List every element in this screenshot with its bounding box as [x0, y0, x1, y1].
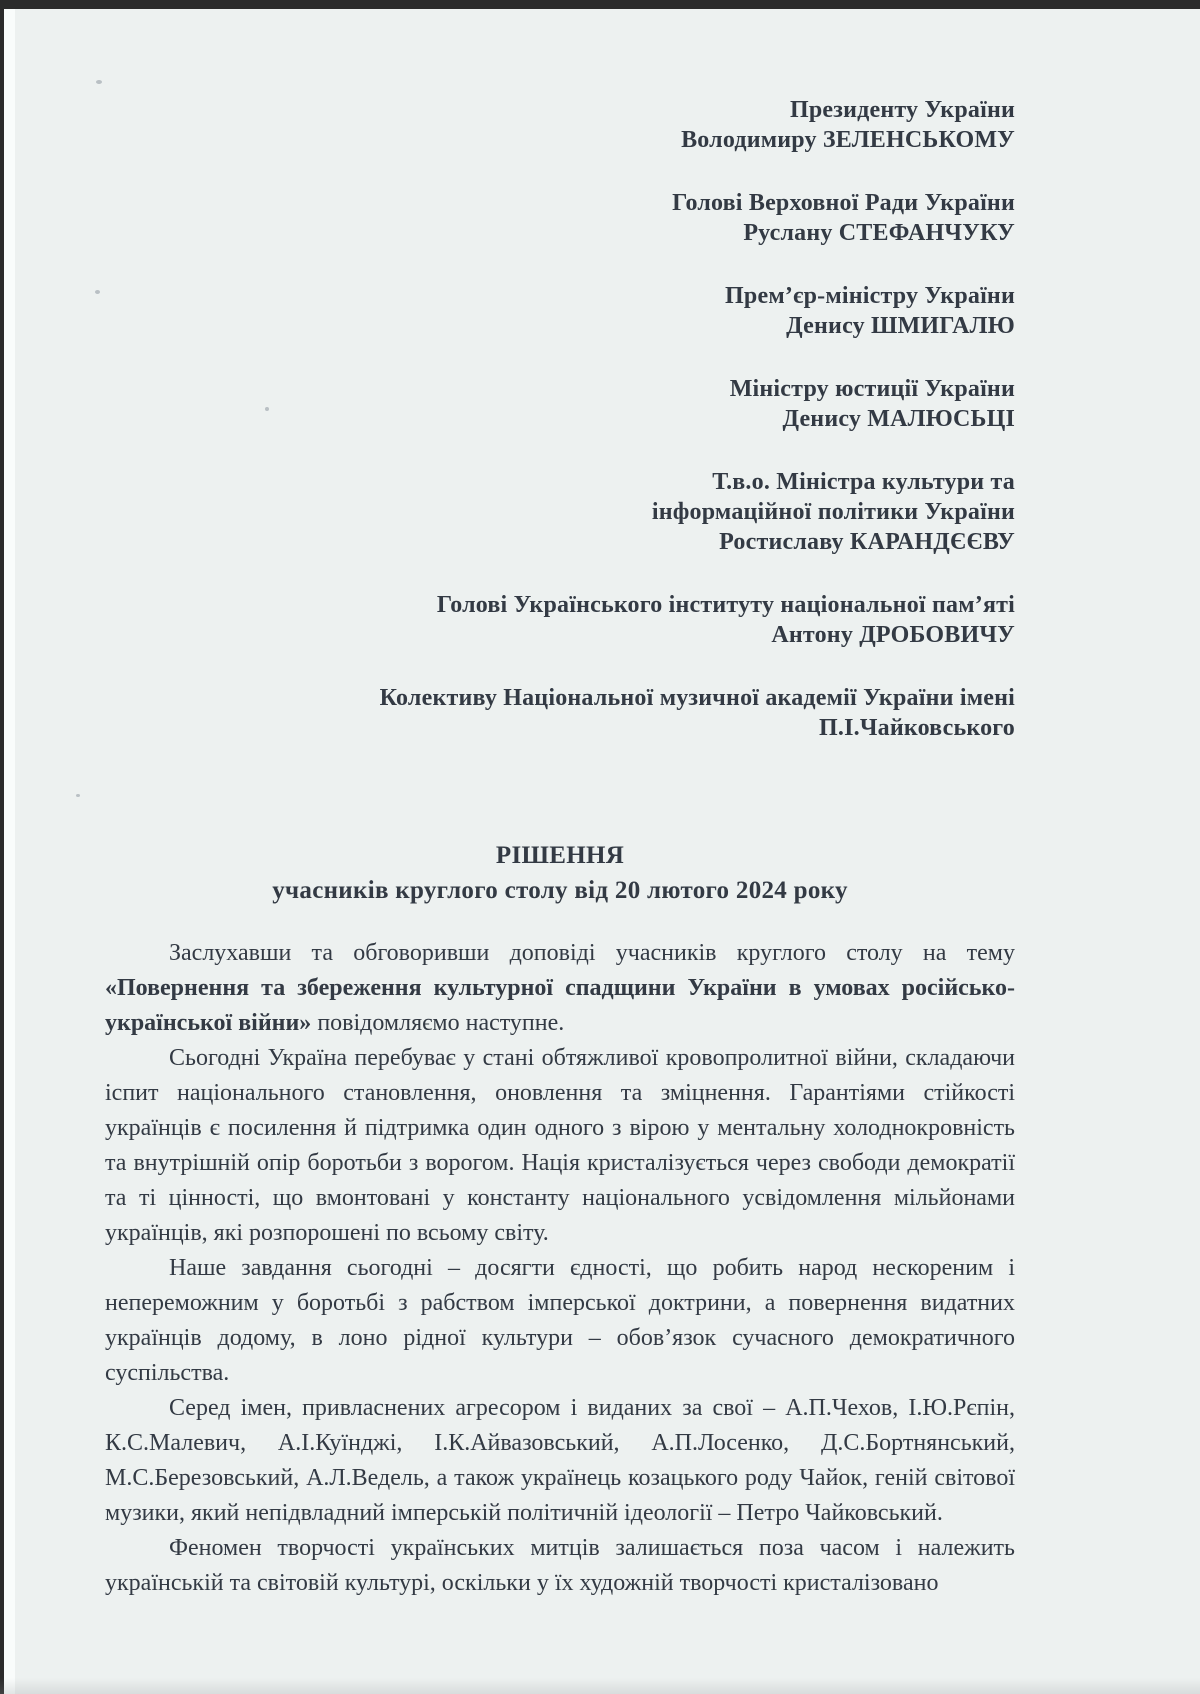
addressee-block-memory-institute: [105, 590, 1015, 650]
addressee-line: П.І.Чайковського: [819, 715, 1015, 741]
decision-heading: [105, 838, 1015, 908]
addressee-block-culture-minister: [105, 467, 1015, 557]
paragraph-intro: [105, 936, 1015, 1041]
addressee-line: Голові Верховної Ради України: [672, 190, 1015, 216]
addressee-block-rada-chair: [105, 188, 1015, 248]
paragraph-appropriated-names: Серед імен, привласнених агресором і виданих за свої – А.П.Чехов, І.Ю.Рєпін, К.С.Малевич, А.І.Куїнджі, І.К.Айвазовський, А.П.Лосенко, Д.С.Бортнянський, М.С.Березовський, А.Л.Ведель, а також українець козацького роду Чайок, геній світової музики, який непідвладний імперській політичній ідеології – Петро Чайковський.: [105, 1395, 1015, 1526]
scan-edge-bottom-shade: [0, 1678, 1200, 1694]
scan-artifact: [76, 794, 80, 797]
addressee-line: Прем’єр-міністру України: [725, 283, 1015, 309]
addressee-line: Голові Українського інституту національної пам’яті: [436, 592, 1015, 618]
document-content: [105, 95, 1015, 1601]
decision-subtitle: учасників круглого столу від 20 лютого 2024 року: [272, 877, 848, 904]
addressee-line: інформаційної політики України: [651, 499, 1015, 525]
addressee-line: Денису МАЛЮСЬЦІ: [782, 406, 1015, 432]
addressee-line: Колективу Національної музичної академії України імені: [379, 685, 1015, 711]
scan-margin-strip: [4, 9, 15, 1694]
addressee-block-prime-minister: [105, 281, 1015, 341]
scan-artifact: [96, 80, 102, 84]
addressee-line: Президенту України: [790, 97, 1015, 123]
addressee-list: [105, 95, 1015, 743]
scan-artifact: [95, 290, 100, 294]
paragraph-artists-phenomenon: Феномен творчості українських митців залишається поза часом і належить українській та світовій культурі, оскільки у їх художній творчості кристалізовано: [105, 1535, 1015, 1596]
paragraph-intro-lead: Заслухавши та обговоривши доповіді учасників круглого столу на тему: [169, 940, 1015, 966]
addressee-block-justice-minister: [105, 374, 1015, 434]
addressee-line: Денису ШМИГАЛЮ: [786, 313, 1015, 339]
scan-edge-top: [0, 0, 1200, 9]
paragraph-unity-task: Наше завдання сьогодні – досягти єдності, що робить народ нескореним і непереможним у боротьбі з рабством імперської доктрини, а повернення видатних українців додому, в лоно рідної культури – обов’язок сучасного демократичного суспільства.: [105, 1255, 1015, 1386]
paragraph-war-state: Сьогодні Україна перебуває у стані обтяжливої кровопролитної війни, складаючи іспит національного становлення, оновлення та зміцнення. Гарантіями стійкості українців є посилення й підтримка один одного з вірою у ментальну холоднокровність та внутрішній опір боротьби з ворогом. Нація кристалізується через свободи демократії та ті цінності, що вмонтовані у константу національного усвідомлення мільйонами українців, які розпорошені по всьому світу.: [105, 1045, 1015, 1246]
round-table-topic: «Повернення та збереження культурної спадщини України в умовах російсько-української війни»: [105, 975, 1015, 1036]
paragraph-intro-tail: повідомляємо наступне.: [311, 1010, 565, 1036]
addressee-block-music-academy: [105, 683, 1015, 743]
addressee-line: Т.в.о. Міністра культури та: [712, 469, 1015, 495]
addressee-line: Міністру юстиції України: [729, 376, 1015, 402]
addressee-line: Ростиславу КАРАНДЄЄВУ: [719, 529, 1015, 555]
addressee-block-president: [105, 95, 1015, 155]
addressee-line: Руслану СТЕФАНЧУКУ: [743, 220, 1015, 246]
decision-title: РІШЕННЯ: [495, 842, 625, 869]
addressee-line: Володимиру ЗЕЛЕНСЬКОМУ: [681, 127, 1015, 153]
addressee-line: Антону ДРОБОВИЧУ: [771, 622, 1015, 648]
